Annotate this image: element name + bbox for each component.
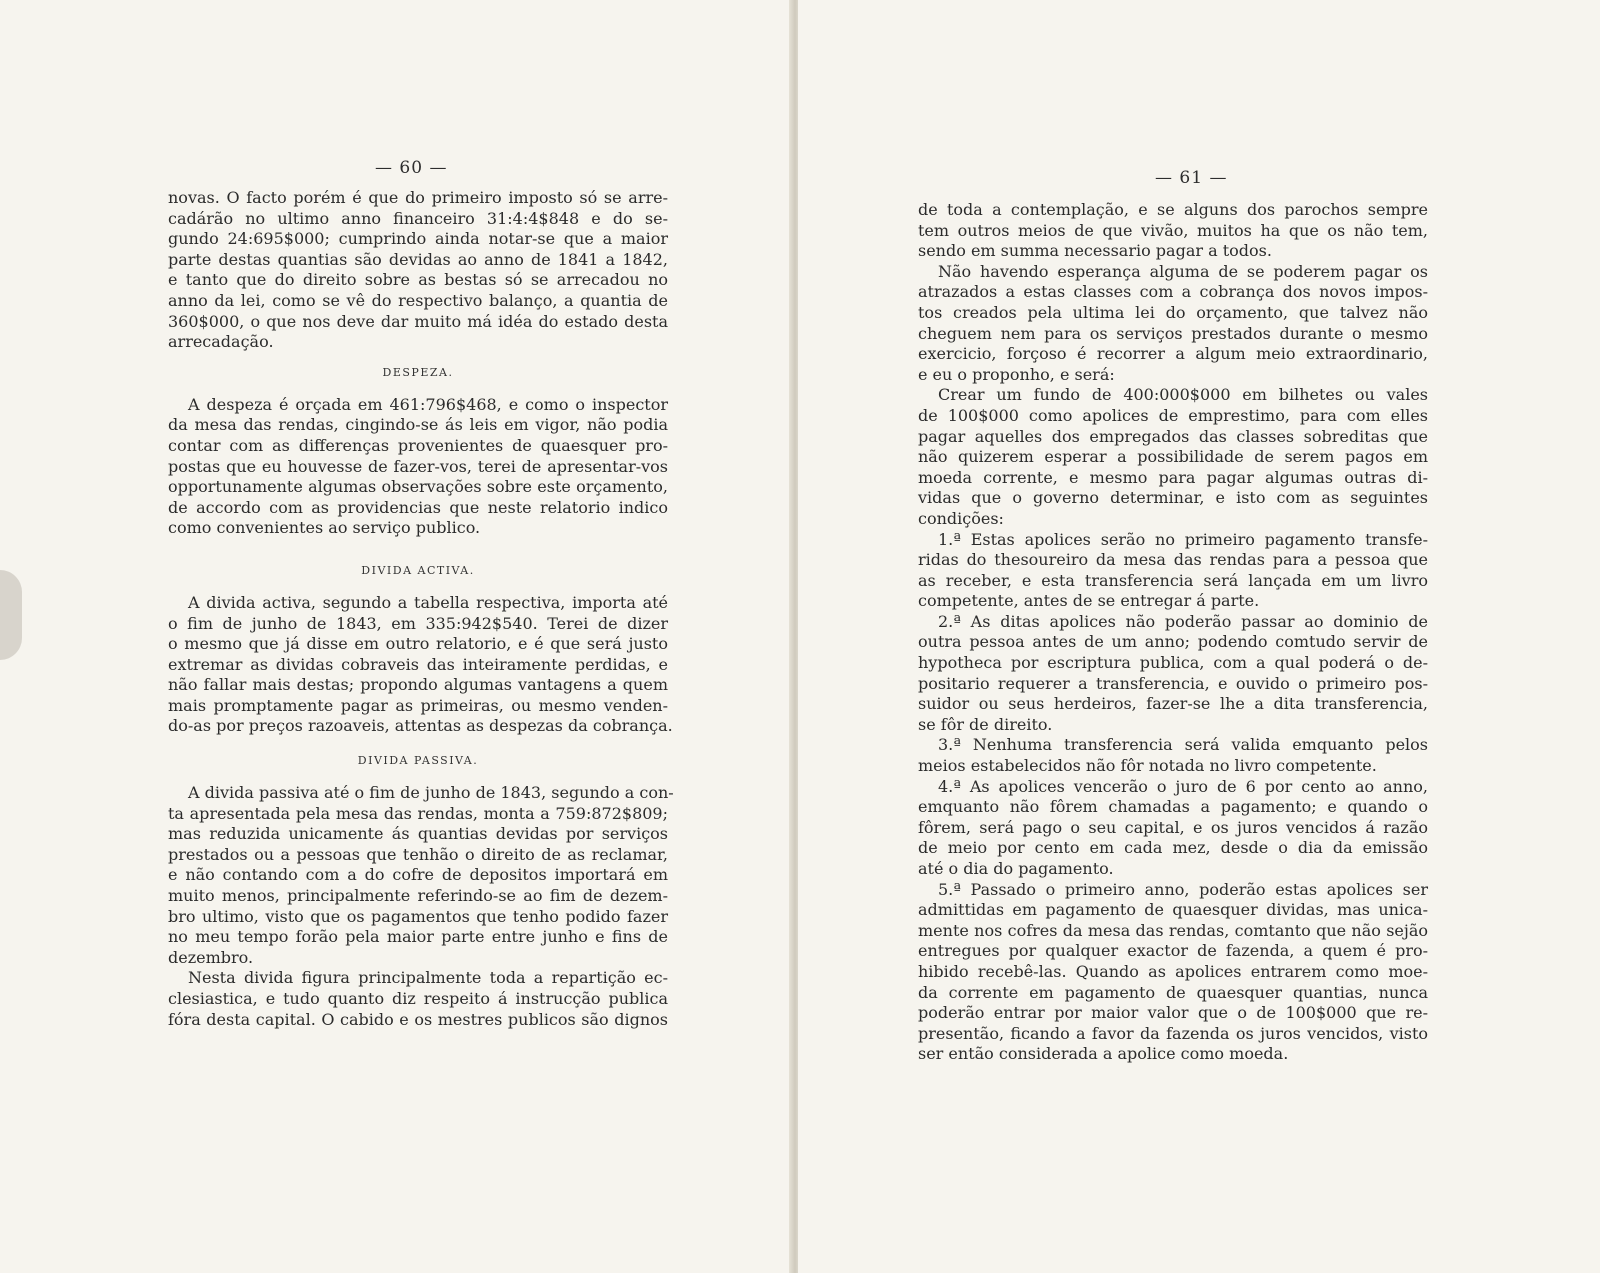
text-line: contar com as differenças provenientes de quaesquer pro- <box>168 435 668 455</box>
text-line: dezembro. <box>168 947 254 967</box>
text-line: as receber, e esta transferencia será lançada em um livro <box>918 570 1428 590</box>
condition-1 <box>918 530 1428 612</box>
paragraph-impostos <box>168 188 668 353</box>
text-line: tos creados pela ultima lei do orçamento, que talvez não <box>918 302 1428 322</box>
text-line: e não contando com a do cofre de depositos importará em <box>168 865 668 885</box>
text-line: Não havendo esperança alguma de se poderem pagar os <box>938 261 1428 281</box>
text-line: emquanto não fôrem chamadas a pagamento; e quando o <box>918 797 1428 817</box>
section-heading-despeza: DESPEZA. <box>382 365 454 379</box>
text-line: ser então considerada a apolice como moeda. <box>918 1044 1289 1064</box>
text-line: opportunamente algumas observações sobre este orçamento, <box>168 477 668 497</box>
paragraph-fundo-apolices <box>918 385 1428 529</box>
text-line: o fim de junho de 1843, em 335:942$540. Terei de dizer <box>168 613 668 633</box>
paragraph-esperanca <box>918 262 1428 386</box>
section-heading-divida-activa: DIVIDA ACTIVA. <box>361 563 475 577</box>
right-page <box>797 0 1600 1273</box>
text-line: mais promptamente pagar as primeiras, ou mesmo venden- <box>168 695 668 715</box>
left-page-text <box>168 188 674 1030</box>
text-line: A divida passiva até o fim de junho de 1843, segundo a con- <box>188 783 674 803</box>
right-page-text <box>918 200 1428 1065</box>
text-line: mente nos cofres da mesa das rendas, comtanto que não sejão <box>918 920 1428 940</box>
text-line: admittidas em pagamento de quaesquer dividas, mas unica- <box>918 900 1428 920</box>
text-line: pagar aquelles dos empregados das classes sobreditas que <box>918 426 1428 446</box>
text-line: mas reduzida unicamente ás quantias devidas por serviços <box>168 824 668 844</box>
text-line: Nesta divida figura principalmente toda a repartição ec- <box>188 968 668 988</box>
text-line: vidas que o governo determinar, e isto com as seguintes <box>918 488 1428 508</box>
text-line: do-as por preços razoaveis, attentas as despezas da cobrança. <box>168 716 673 736</box>
text-line: positario requerer a transferencia, e ouvido o primeiro pos- <box>918 673 1428 693</box>
text-line: 4.ª As apolices vencerão o juro de 6 por cento ao anno, <box>938 776 1428 796</box>
text-line: de 100$000 como apolices de emprestimo, para com elles <box>918 405 1428 425</box>
text-line: presentão, ficando a favor da fazenda os juros vencidos, visto <box>918 1023 1428 1043</box>
condition-4 <box>918 777 1428 880</box>
text-line: extremar as dividas cobraveis das inteiramente perdidas, e <box>168 654 668 674</box>
text-line: arrecadação. <box>168 332 274 352</box>
text-line: de accordo com as providencias que neste relatorio indico <box>168 497 668 517</box>
text-line: novas. O facto porém é que do primeiro imposto só se arre- <box>168 188 668 207</box>
text-line: até o dia do pagamento. <box>918 859 1114 878</box>
text-line: condições: <box>918 508 1004 528</box>
paragraph-divida-passiva <box>168 783 674 968</box>
text-line: não fallar mais destas; propondo algumas vantagens a quem <box>168 675 668 695</box>
text-line: muito menos, principalmente referindo-se ao fim de dezem- <box>168 886 668 906</box>
text-line: o mesmo que já disse em outro relatorio, e é que será justo <box>168 634 668 654</box>
page-number-61: — 61 — <box>1155 168 1228 188</box>
text-line: atrazados a estas classes com a cobrança dos novos impos- <box>918 282 1428 302</box>
condition-3 <box>918 735 1428 776</box>
text-line: cadárão no ultimo anno financeiro 31:4:4$848 e do se- <box>168 208 668 228</box>
text-line: A despeza é orçada em 461:796$468, e como o inspector <box>188 394 668 414</box>
text-line: e eu o proponho, e será: <box>918 364 1115 384</box>
left-page <box>0 0 793 1273</box>
paragraph-contemplacao <box>918 200 1428 262</box>
text-line: no meu tempo forão pela maior parte entre junho e fins de <box>168 927 668 947</box>
text-line: clesiastica, e tudo quanto diz respeito á instrucção publica <box>168 989 668 1008</box>
condition-2 <box>918 612 1428 736</box>
text-line: como convenientes ao serviço publico. <box>168 518 481 538</box>
text-line: gundo 24:695$000; cumprindo ainda notar-se que a maior <box>168 229 668 249</box>
text-line: 1.ª Estas apolices serão no primeiro pagamento transfe- <box>938 529 1428 549</box>
text-line: hypotheca por escriptura publica, com a qual poderá o de- <box>918 653 1428 673</box>
text-line: ridas do thesoureiro da mesa das rendas para a pessoa que <box>918 550 1428 570</box>
text-line: tem outros meios de que vivão, muitos ha que os não tem, <box>918 220 1428 240</box>
text-line: moeda corrente, e mesmo para pagar algumas outras di- <box>918 467 1428 487</box>
text-line: sendo em summa necessario pagar a todos. <box>918 241 1272 261</box>
text-line: da mesa das rendas, cingindo-se ás leis em vigor, não podia <box>168 415 668 435</box>
text-line: poderão entrar por maior valor que o de 100$000 que re- <box>918 1003 1428 1023</box>
text-line: se fôr de direito. <box>918 714 1053 734</box>
text-line: anno da lei, como se vê do respectivo balanço, a quantia de <box>168 290 668 310</box>
text-line: de toda a contemplação, e se alguns dos parochos sempre <box>918 200 1428 219</box>
text-line: Crear um fundo de 400:000$000 em bilhetes ou vales <box>938 385 1428 405</box>
text-line: fóra desta capital. O cabido e os mestres publicos são dignos <box>168 1009 668 1029</box>
text-line: meios estabelecidos não fôr notada no livro competente. <box>918 756 1377 776</box>
section-heading-divida-passiva: DIVIDA PASSIVA. <box>357 754 479 768</box>
paragraph-repartição-ecclesiastica <box>168 968 668 1030</box>
text-line: e tanto que do direito sobre as bestas só se arrecadou no <box>168 270 668 290</box>
paragraph-divida-activa <box>168 592 673 737</box>
paragraph-despeza <box>168 395 668 539</box>
text-line: prestados ou a pessoas que tenhão o direito de as reclamar, <box>168 844 668 864</box>
page-edge-stain <box>0 570 22 660</box>
text-line: bro ultimo, visto que os pagamentos que tenho podido fazer <box>168 906 668 926</box>
text-line: da corrente em pagamento de quaesquer quantias, nunca <box>918 982 1428 1002</box>
text-line: fôrem, será pago o seu capital, e os juros vencidos á razão <box>918 817 1428 837</box>
text-line: A divida activa, segundo a tabella respectiva, importa até <box>188 592 668 612</box>
text-line: parte destas quantias são devidas ao anno de 1841 a 1842, <box>168 249 668 269</box>
text-line: cheguem nem para os serviços prestados durante o mesmo <box>918 323 1428 343</box>
text-line: 2.ª As ditas apolices não poderão passar ao dominio de <box>938 611 1428 631</box>
text-line: outra pessoa antes de um anno; podendo comtudo servir de <box>918 632 1428 652</box>
text-line: postas que eu houvesse de fazer-vos, terei de apresentar-vos <box>168 456 668 476</box>
text-line: 5.ª Passado o primeiro anno, poderão estas apolices ser <box>938 879 1428 899</box>
text-line: entregues por qualquer exactor de fazenda, a quem é pro- <box>918 941 1428 961</box>
condition-5 <box>918 880 1428 1065</box>
page-number-60: — 60 — <box>375 158 448 178</box>
text-line: competente, antes de se entregar á parte. <box>918 591 1260 611</box>
text-line: não quizerem esperar a possibilidade de serem pagos em <box>918 447 1428 467</box>
text-line: exercicio, forçoso é recorrer a algum meio extraordinario, <box>918 344 1428 364</box>
text-line: 360$000, o que nos deve dar muito má idéa do estado desta <box>168 311 668 331</box>
text-line: hibido recebê-las. Quando as apolices entrarem como moe- <box>918 961 1428 981</box>
text-line: ta apresentada pela mesa das rendas, monta a 759:872$809; <box>168 803 668 823</box>
text-line: de meio por cento em cada mez, desde o dia da emissão <box>918 838 1428 858</box>
text-line: suidor ou seus herdeiros, fazer-se lhe a dita transferencia, <box>918 694 1428 714</box>
text-line: 3.ª Nenhuma transferencia será valida emquanto pelos <box>938 735 1428 755</box>
